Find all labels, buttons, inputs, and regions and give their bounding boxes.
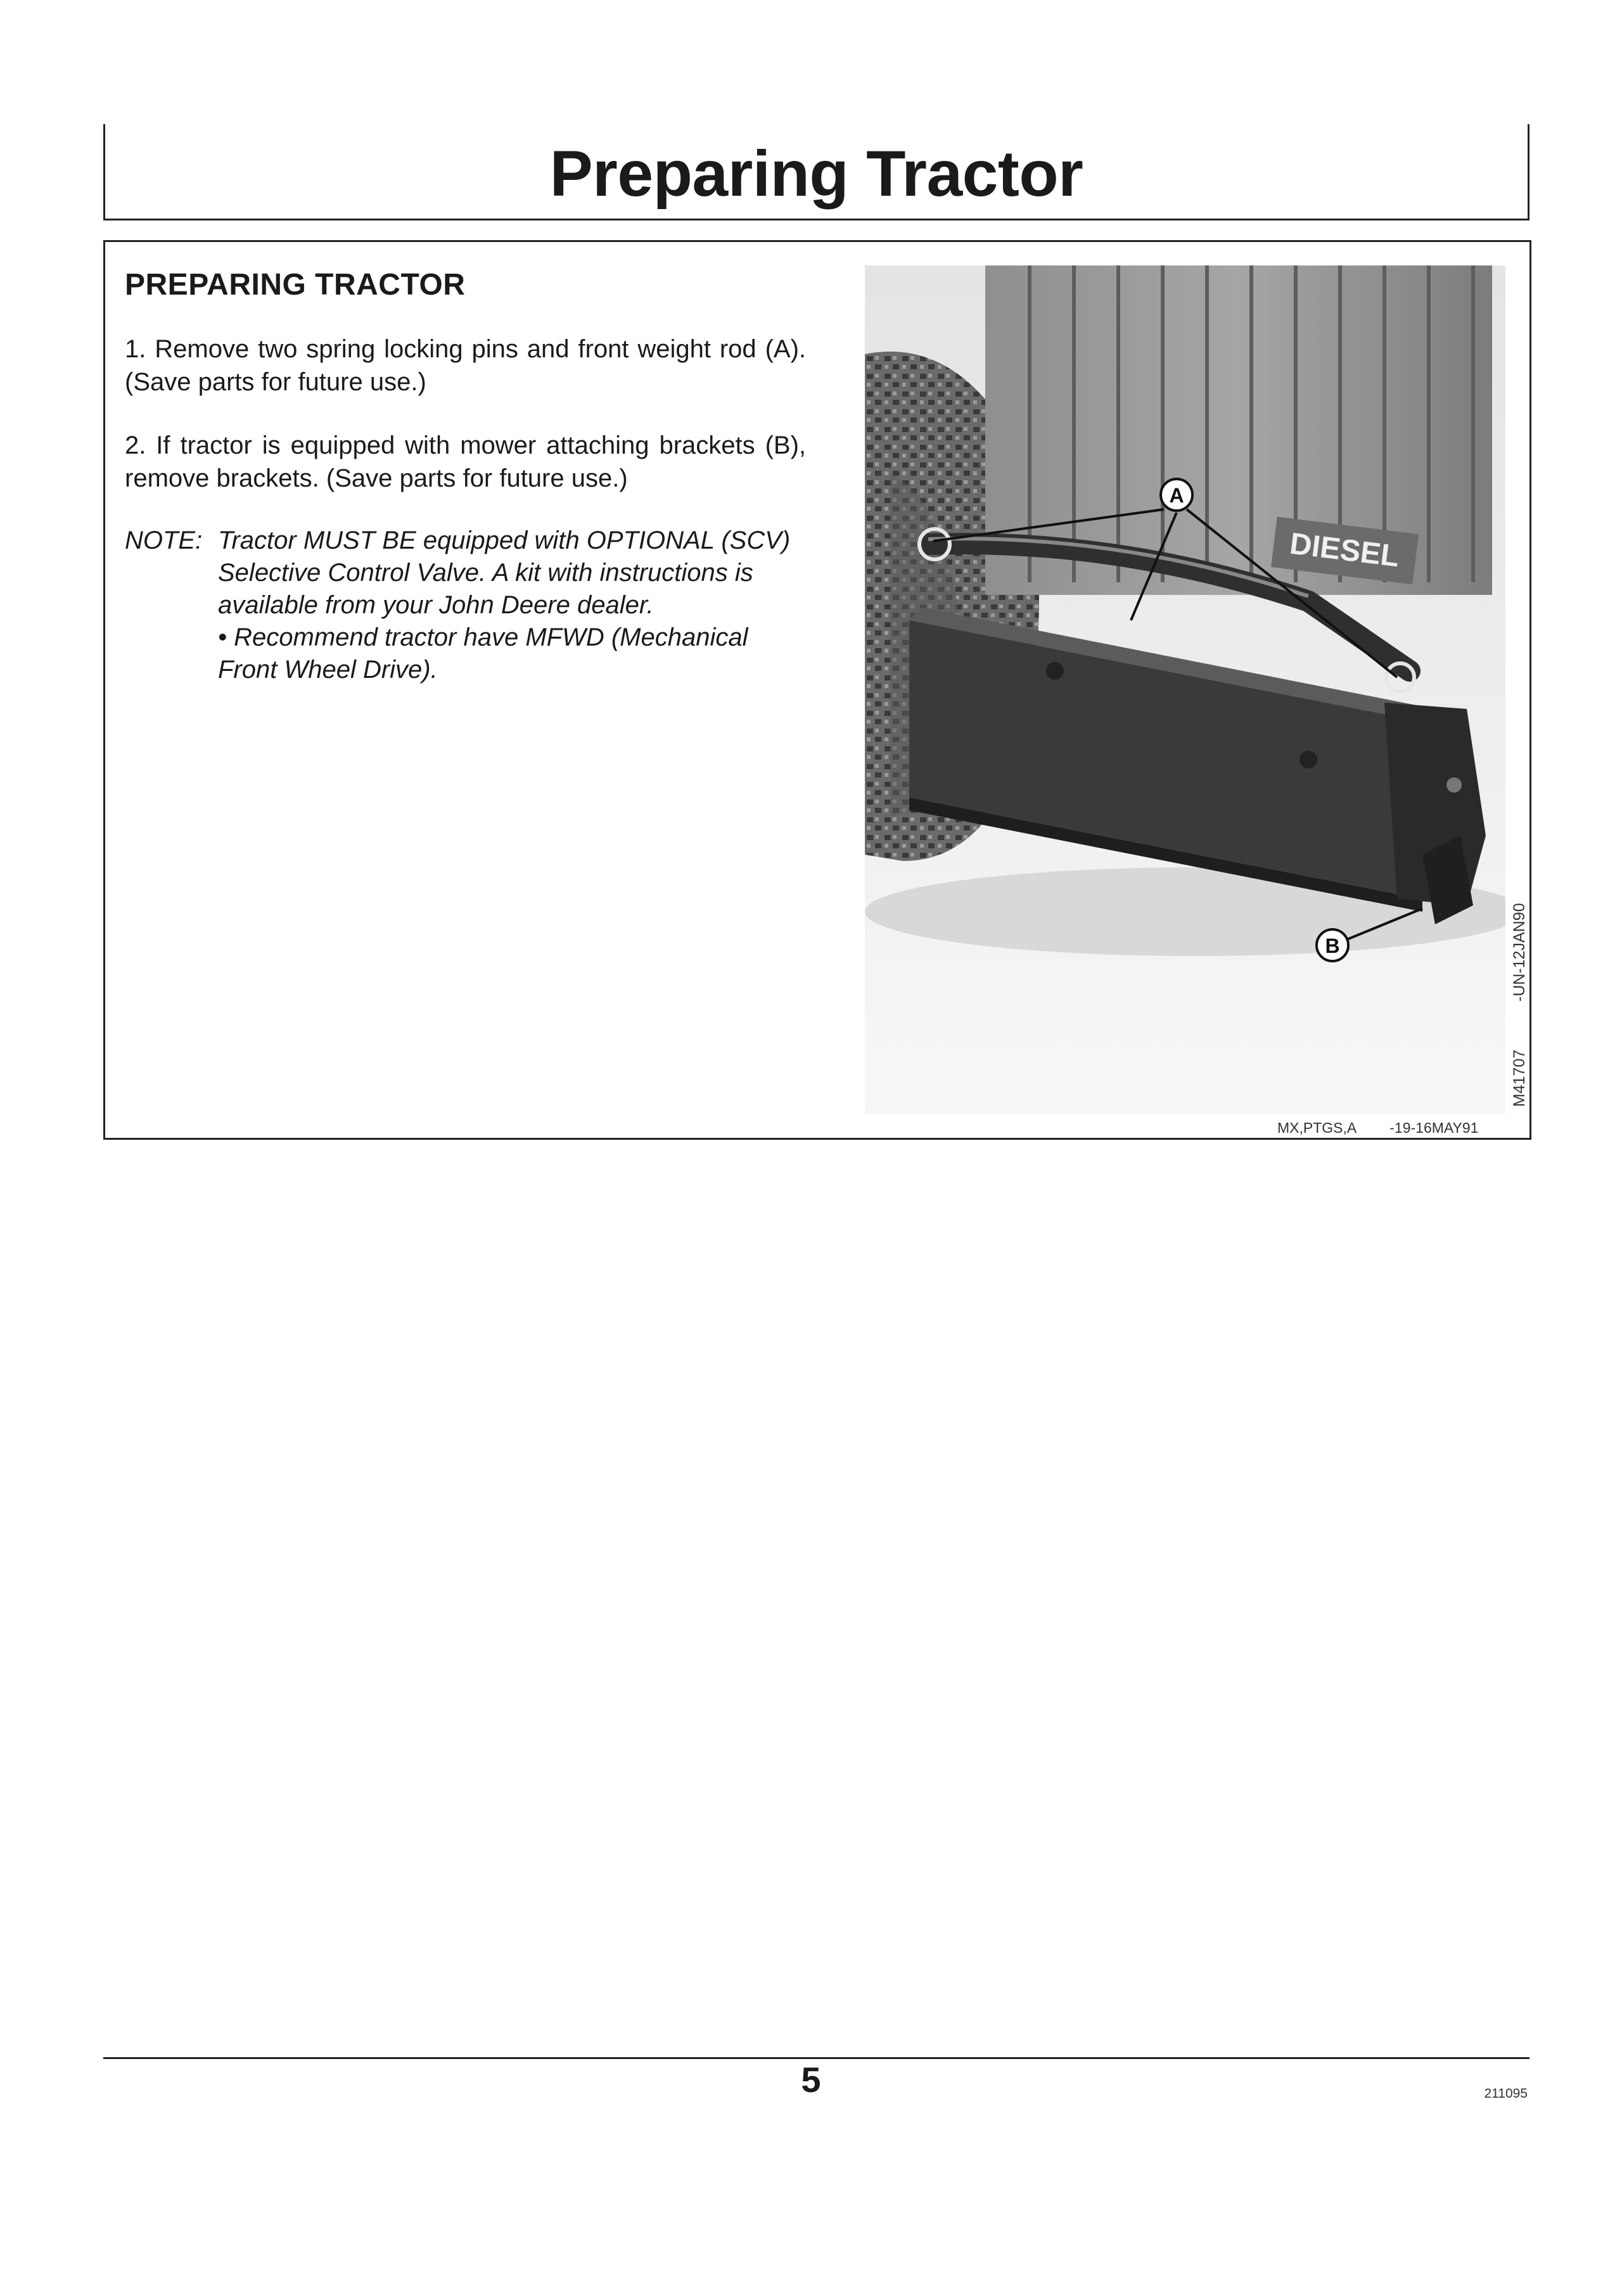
page-title: Preparing Tractor [549, 137, 1083, 210]
instruction-section [103, 240, 1531, 1140]
note-bullet: • Recommend tractor have MFWD (Mechanical Front Wheel Drive). [218, 623, 748, 684]
reference-code [1277, 1119, 1478, 1137]
header-rule [103, 219, 1529, 220]
step-1-text: 1. Remove two spring locking pins and front weight rod (A). (Save parts for future use.) [125, 335, 806, 396]
note-text: Tractor MUST BE equipped with OPTIONAL (SCV) Selective Control Valve. A kit with instructions is available from your John Deere dealer. [218, 526, 791, 619]
svg-text:A: A [1169, 484, 1184, 507]
page-number: 5 [801, 2060, 821, 2100]
document-code: 211095 [1484, 2086, 1528, 2101]
figure-date-code: -UN-12JAN90 [1510, 903, 1528, 1002]
section-heading: PREPARING TRACTOR [125, 268, 466, 302]
reference-code-text: MX,PTGS,A [1277, 1119, 1357, 1136]
reference-date-text: -19-16MAY91 [1389, 1119, 1479, 1136]
diesel-decal: DIESEL [1287, 526, 1402, 574]
figure-id: M41707 [1510, 1049, 1528, 1107]
svg-text:B: B [1325, 934, 1340, 957]
step-2-text: 2. If tractor is equipped with mower attaching brackets (B), remove brackets. (Save parts for future use.) [125, 431, 806, 492]
tractor-front-weight-illustration [865, 265, 1505, 1114]
note-label: NOTE: [125, 526, 203, 554]
